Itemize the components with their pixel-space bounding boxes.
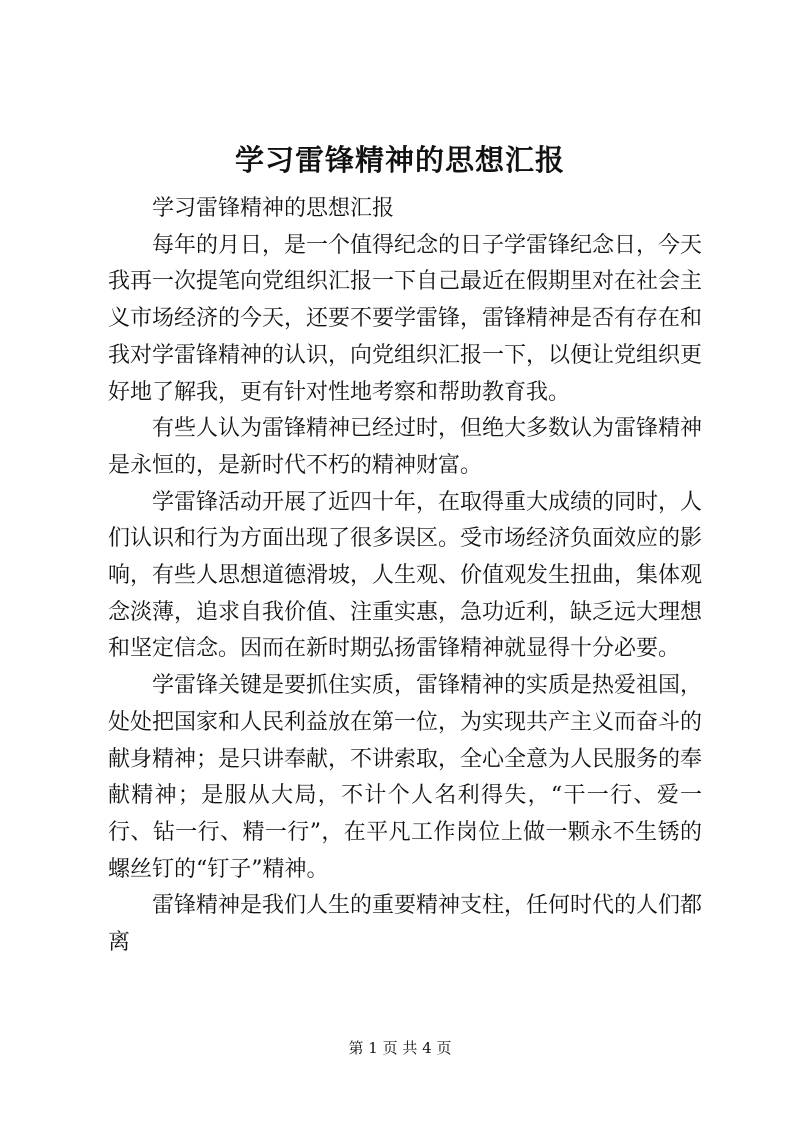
paragraph: 学习雷锋精神的思想汇报 (152, 196, 395, 221)
paragraph: 学雷锋关键是要抓住实质，雷锋精神的实质是热爱祖国，处处把国家和人民利益放在第一位，为实现共产主义而奋斗的献身精神；是只讲奉献，不讲索取，全心全意为人民服务的奉献精神；是服从大局，不计个人名利得失，“干一行、爱一行、钻一行、精一行”，在平凡工作岗位上做一颗永不生锈的螺丝钉的“钉子”精神。 (108, 673, 703, 882)
document-body (108, 191, 702, 962)
document-title: 学习雷锋精神的思想汇报 (234, 143, 565, 177)
paragraph: 雷锋精神是我们人生的重要精神支柱，任何时代的人们都离 (108, 893, 703, 956)
page-number-footer: 第 1 页 共 4 页 (348, 1039, 452, 1057)
paragraph: 每年的月日，是一个值得纪念的日子学雷锋纪念日，今天我再一次提笔向党组织汇报一下自己最近在假期里对在社会主义市场经济的今天，还要不要学雷锋，雷锋精神是否有存在和我对学雷锋精神的认识，向党组织汇报一下，以便让党组织更好地了解我，更有针对性地考察和帮助教育我。 (108, 232, 703, 405)
paragraph: 学雷锋活动开展了近四十年，在取得重大成绩的同时，人们认识和行为方面出现了很多误区。受市场经济负面效应的影响，有些人思想道德滑坡，人生观、价值观发生扭曲，集体观念淡薄，追求自我价值、注重实惠，急功近利，缺乏远大理想和坚定信念。因而在新时期弘扬雷锋精神就显得十分必要。 (108, 489, 703, 662)
paragraph: 有些人认为雷锋精神已经过时，但绝大多数认为雷锋精神是永恒的，是新时代不朽的精神财富。 (108, 416, 703, 478)
